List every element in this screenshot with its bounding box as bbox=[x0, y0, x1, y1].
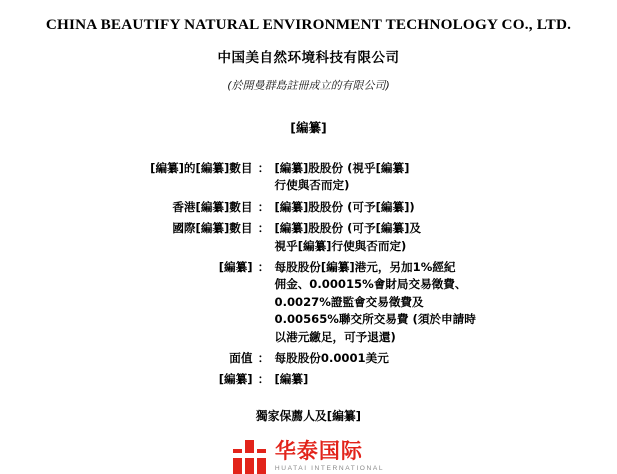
term-colon: ： bbox=[257, 259, 270, 274]
term-colon: ： bbox=[257, 372, 270, 387]
term-value bbox=[275, 369, 525, 390]
term-value-line: 每股股份0.0001美元 bbox=[274, 350, 389, 365]
term-value-line: 視乎[編纂]行使與否而定) bbox=[274, 238, 407, 253]
term-value-line: 0.00565%聯交所交易費 (須於申請時 bbox=[274, 312, 476, 327]
term-value-line: [編纂]股股份 (可予[編纂]及 bbox=[274, 221, 421, 236]
term-value-line: 行使與否而定) bbox=[274, 178, 350, 193]
term-colon: ： bbox=[257, 199, 270, 214]
term-value-line: [編纂] bbox=[274, 372, 309, 387]
term-label: [編纂]的[編纂]數目 bbox=[150, 161, 253, 175]
table-row bbox=[93, 348, 525, 369]
logo-name-english: HUATAI INTERNATIONAL bbox=[274, 464, 385, 472]
term-value bbox=[275, 348, 525, 369]
logo-text-block bbox=[274, 438, 385, 473]
term-label: [編纂] bbox=[218, 372, 253, 387]
term-colon: ： bbox=[257, 221, 270, 236]
table-row bbox=[93, 158, 525, 197]
sponsor-logo bbox=[28, 440, 589, 474]
company-name-english: CHINA BEAUTIFY NATURAL ENVIRONMENT TECHNOLOGY CO., LTD. bbox=[45, 16, 572, 33]
offering-terms-table bbox=[93, 158, 525, 391]
table-row bbox=[93, 369, 525, 390]
logo-name-chinese: 华泰国际 bbox=[274, 438, 363, 463]
table-row bbox=[93, 257, 525, 348]
incorporation-note: (於開曼群島註冊成立的有限公司) bbox=[227, 79, 390, 92]
term-label: 香港[編纂]數目 bbox=[172, 199, 253, 214]
table-row bbox=[93, 197, 525, 218]
term-label: 面值 bbox=[229, 350, 253, 365]
term-value-line: [編纂]股股份 (視乎[編纂] bbox=[274, 161, 410, 175]
table-row bbox=[93, 218, 525, 257]
term-value-line: 0.0027%證監會交易徵費及 bbox=[274, 294, 424, 309]
term-value-line: 佣金、0.00015%會財局交易徵費、 bbox=[274, 277, 467, 292]
term-label: [編纂] bbox=[218, 259, 253, 274]
sponsor-heading: 獨家保薦人及[編纂] bbox=[255, 408, 362, 423]
term-label: 國際[編纂]數目 bbox=[172, 221, 253, 236]
term-value bbox=[275, 218, 525, 257]
document-title: [編纂] bbox=[290, 120, 327, 135]
term-value-line: [編纂]股股份 (可予[編纂]) bbox=[274, 199, 415, 214]
term-value-line: 以港元繳足，可予退還) bbox=[274, 329, 396, 344]
huatai-logo-icon bbox=[233, 440, 267, 474]
company-name-chinese: 中国美自然环境科技有限公司 bbox=[217, 50, 400, 66]
term-value bbox=[275, 257, 525, 348]
term-colon: ： bbox=[257, 350, 270, 365]
term-value bbox=[275, 158, 525, 197]
term-value bbox=[275, 197, 525, 218]
term-colon: ： bbox=[257, 161, 270, 175]
term-value-line: 每股股份[編纂]港元，另加1%經紀 bbox=[274, 259, 456, 274]
